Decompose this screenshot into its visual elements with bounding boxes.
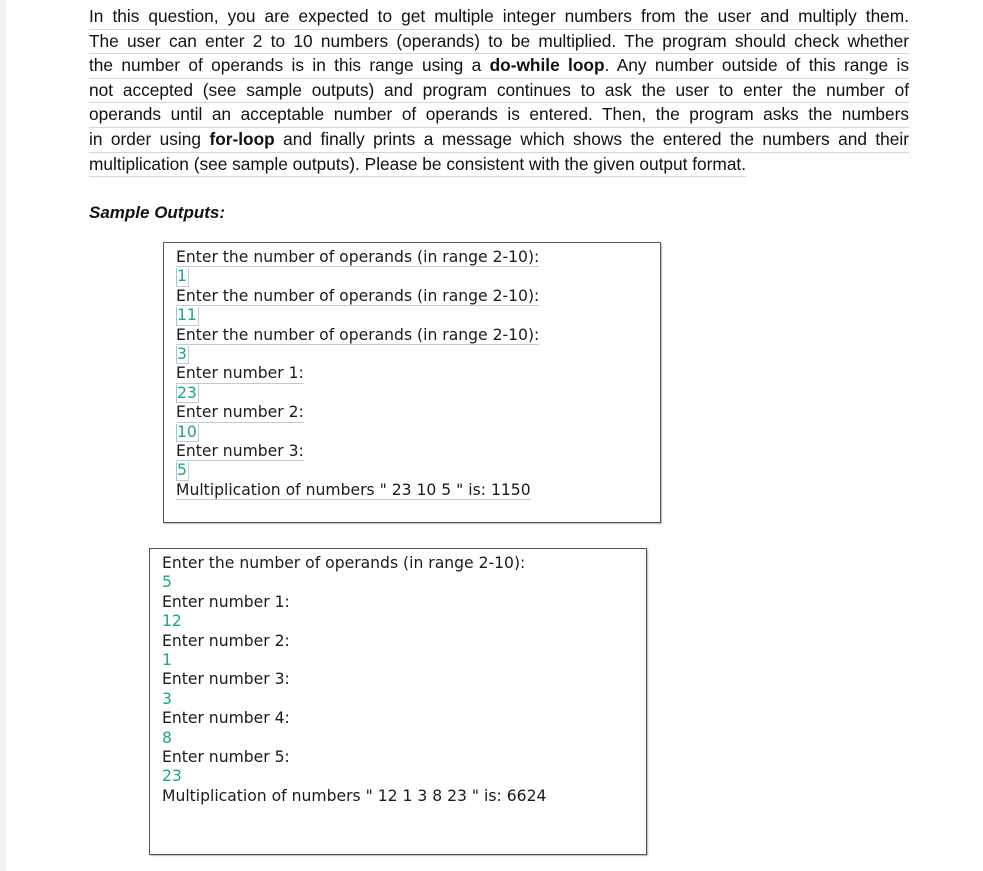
console-lines	[162, 554, 546, 806]
console-input-line	[162, 767, 546, 786]
console-output-line	[176, 326, 539, 345]
user-input-value: 1	[177, 267, 187, 286]
console-output-line	[162, 787, 546, 806]
console-input-line	[176, 423, 539, 442]
console-input-line	[176, 384, 539, 403]
console-output-line	[162, 593, 546, 612]
user-input-value: 11	[177, 306, 197, 325]
prompt-text: Enter the number of operands (in range 2-10):	[176, 248, 540, 266]
user-input-value: 3	[162, 689, 172, 708]
user-input-value: 23	[162, 767, 182, 786]
paragraph-line: the number of operands is in this range using a do-while loop. Any number outside of this range is	[89, 53, 909, 79]
paragraph-line: not accepted (see sample outputs) and program continues to ask the user to enter the number of	[89, 78, 909, 104]
console-input-line	[176, 267, 539, 286]
console-input-line	[176, 461, 539, 480]
console-input-line	[162, 729, 546, 748]
prompt-text: Enter number 2:	[176, 403, 304, 422]
prompt-text: Enter number 3:	[162, 670, 290, 689]
prompt-text: Enter the number of operands (in range 2-10):	[176, 286, 540, 305]
console-input-line	[162, 612, 546, 631]
prompt-text: Multiplication of numbers " 23 10 5 " is: 1150	[176, 480, 531, 499]
user-input-value: 12	[162, 612, 182, 631]
paragraph-line: In this question, you are expected to get multiple integer numbers from the user and multiply them.	[89, 4, 909, 30]
console-lines	[176, 248, 539, 500]
console-output-line	[162, 632, 546, 651]
prompt-text: Multiplication of numbers " 12 1 3 8 23 " is: 6624	[162, 786, 547, 805]
sample-output-1	[163, 242, 661, 523]
user-input-value: 23	[177, 383, 197, 402]
question-paragraph	[89, 4, 909, 176]
user-input-value: 10	[177, 422, 197, 441]
console-output-line	[162, 554, 546, 573]
prompt-text: Enter the number of operands (in range 2-10):	[162, 554, 526, 572]
user-input-value: 5	[162, 573, 172, 592]
user-input-value: 5	[177, 461, 187, 480]
console-input-line	[162, 651, 546, 670]
console-output-line	[176, 403, 539, 422]
console-output-line	[162, 670, 546, 689]
user-input-value: 8	[162, 728, 172, 747]
paragraph-line: The user can enter 2 to 10 numbers (operands) to be multiplied. The program should check whether	[89, 29, 909, 55]
user-input-value: 1	[162, 650, 172, 669]
paragraph-line: multiplication (see sample outputs). Please be consistent with the given output format.	[89, 152, 746, 178]
console-input-line	[162, 690, 546, 709]
paragraph-line: in order using for-loop and finally prints a message which shows the entered the numbers and their	[89, 127, 909, 153]
user-input-value: 3	[177, 344, 187, 363]
console-output-line	[176, 248, 539, 267]
paragraph-line: operands until an acceptable number of operands is entered. Then, the program asks the numbers	[89, 102, 909, 128]
sample-output-2	[149, 548, 647, 855]
prompt-text: Enter number 2:	[162, 631, 290, 650]
console-input-line	[176, 345, 539, 364]
prompt-text: Enter number 1:	[162, 592, 290, 611]
prompt-text: Enter number 4:	[162, 709, 290, 728]
console-output-line	[162, 748, 546, 767]
for-loop-term: for-loop	[209, 128, 275, 149]
do-while-term: do-while loop	[489, 55, 605, 76]
sample-outputs-heading: Sample Outputs:	[89, 203, 226, 222]
console-input-line	[176, 306, 539, 325]
console-output-line	[176, 481, 539, 500]
prompt-text: Enter number 3:	[176, 441, 304, 460]
prompt-text: Enter the number of operands (in range 2-10):	[176, 325, 540, 344]
console-input-line	[162, 573, 546, 592]
console-output-line	[176, 364, 539, 383]
prompt-text: Enter number 5:	[162, 747, 290, 766]
console-output-line	[176, 287, 539, 306]
console-output-line	[162, 709, 546, 728]
page-left-edge	[0, 0, 6, 871]
prompt-text: Enter number 1:	[176, 364, 304, 383]
console-output-line	[176, 442, 539, 461]
